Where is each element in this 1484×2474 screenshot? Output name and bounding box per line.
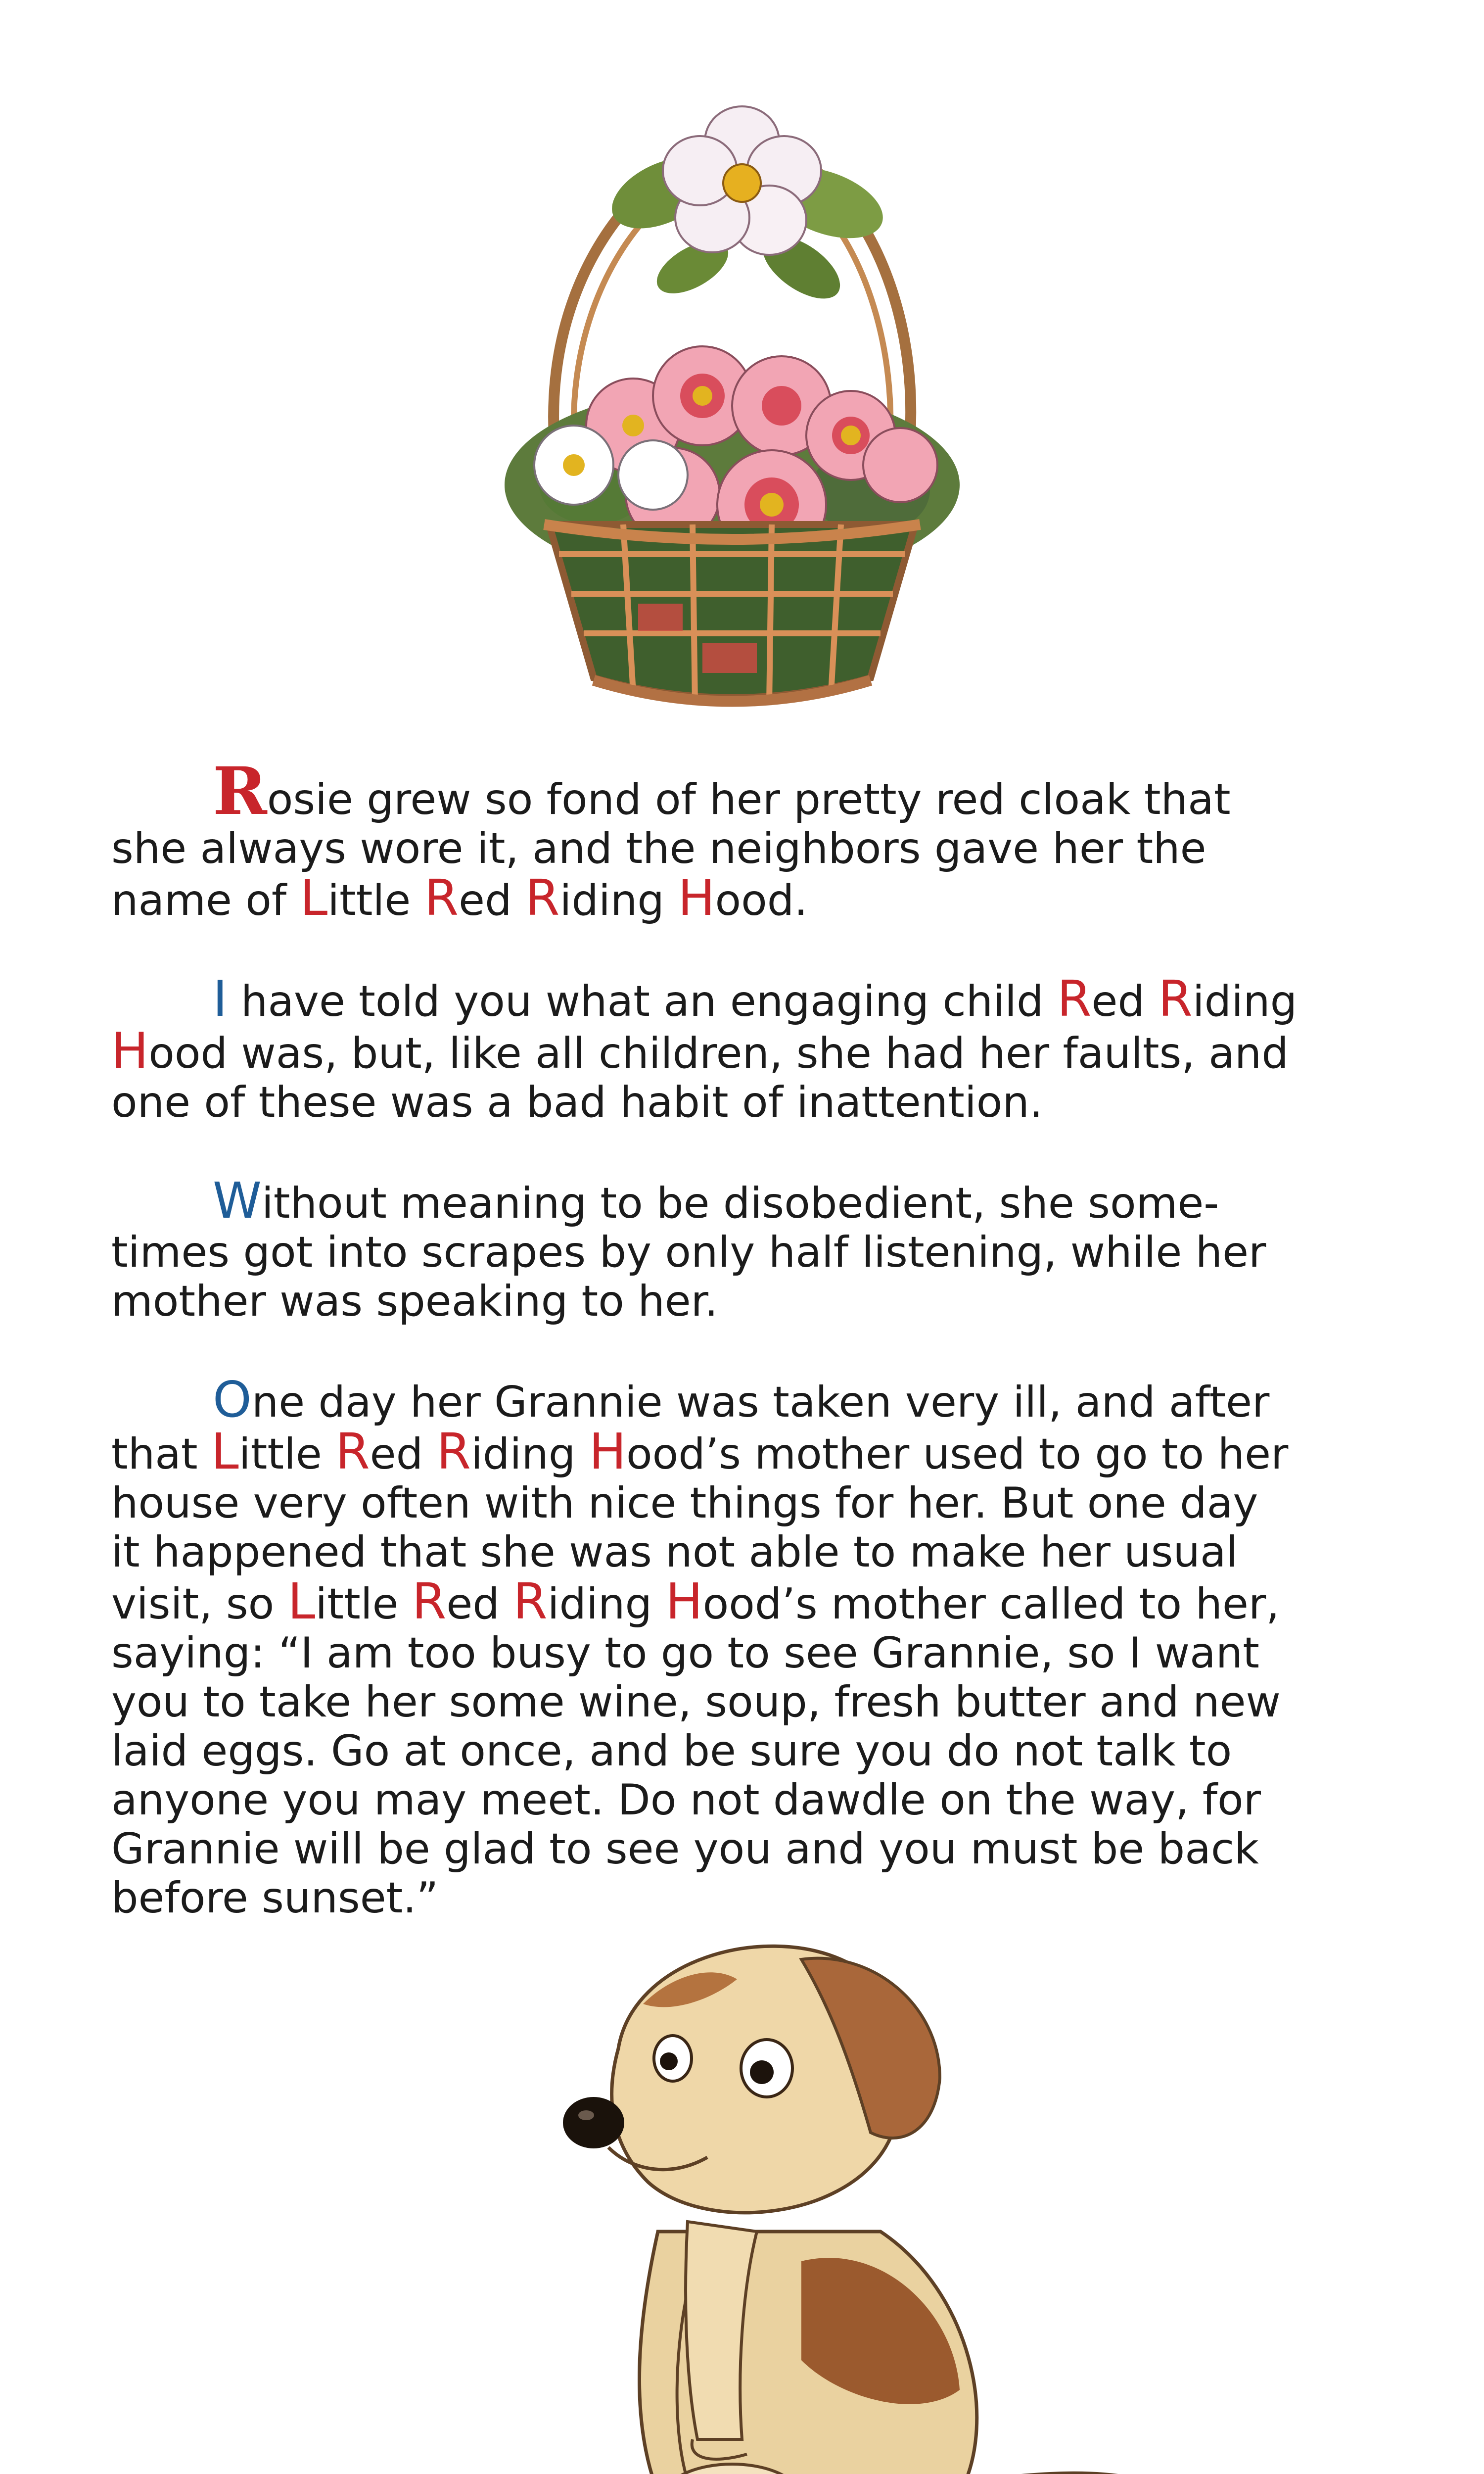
text-segment: mother was speaking to her.	[111, 1277, 718, 1326]
text-segment: laid eggs. Go at once, and be sure you do not talk to	[111, 1726, 1232, 1776]
red-initial-letter: R	[335, 1423, 370, 1480]
text-segment: it happened that she was not able to make her usual	[111, 1527, 1238, 1577]
text-segment: ood.	[715, 876, 808, 925]
text-line	[111, 1479, 1358, 1528]
text-segment: visit, so	[111, 1579, 288, 1629]
text-segment: ittle	[327, 876, 424, 925]
red-initial-letter: R	[525, 869, 560, 927]
text-segment: one of these was a bad habit of inattention.	[111, 1078, 1043, 1127]
puppy-illustration	[524, 1915, 1187, 2474]
red-initial-letter: R	[1158, 970, 1193, 1028]
red-initial-letter: H	[589, 1423, 627, 1480]
text-line	[111, 869, 1358, 927]
red-initial-letter: L	[287, 1572, 316, 1630]
text-line	[111, 1078, 1358, 1127]
text-line	[111, 1277, 1358, 1326]
text-segment: iding	[559, 876, 678, 925]
red-initial-letter: L	[211, 1423, 239, 1480]
text-segment: name of	[111, 876, 300, 925]
text-segment: iding	[547, 1579, 666, 1629]
text-segment: anyone you may meet. Do not dawdle on the way, for	[111, 1775, 1261, 1825]
text-segment: ed	[370, 1429, 437, 1479]
text-segment: house very often with nice things for her. But one day	[111, 1478, 1258, 1528]
text-line	[111, 1776, 1358, 1825]
text-segment: saying: “I am too busy to go to see Grannie, so I want	[111, 1628, 1259, 1678]
text-line	[111, 1423, 1358, 1480]
text-line	[111, 753, 1358, 830]
text-segment: ittle	[238, 1429, 336, 1479]
flower-basket-illustration	[425, 79, 1039, 737]
text-segment: times got into scrapes by only half listening, while her	[111, 1228, 1266, 1277]
story-paragraph	[111, 970, 1358, 1127]
text-segment: ittle	[315, 1579, 412, 1629]
text-segment: ed	[459, 876, 525, 925]
text-segment: iding	[471, 1429, 589, 1479]
text-segment: ed	[1091, 977, 1159, 1026]
text-line	[111, 1825, 1358, 1874]
text-line	[111, 970, 1358, 1028]
text-line	[111, 1572, 1358, 1630]
text-line	[111, 1022, 1358, 1080]
text-segment: she always wore it, and the neighbors gave her the	[111, 824, 1206, 873]
red-initial-letter: R	[424, 869, 459, 927]
red-initial-letter: H	[111, 1022, 149, 1080]
text-line	[111, 1678, 1358, 1727]
text-line	[111, 1528, 1358, 1577]
text-line	[111, 1727, 1358, 1776]
blue-initial-letter: I	[213, 970, 228, 1028]
story-paragraph	[111, 753, 1358, 927]
story-text	[111, 753, 1358, 1972]
text-segment: ithout meaning to be disobedient, she some-	[261, 1179, 1219, 1228]
text-segment: iding	[1192, 977, 1298, 1026]
text-segment: before sunset.”	[111, 1873, 439, 1923]
story-paragraph	[111, 1172, 1358, 1326]
text-segment: Grannie will be glad to see you and you must be back	[111, 1824, 1259, 1874]
red-initial-letter: L	[300, 869, 328, 927]
text-line	[111, 824, 1358, 873]
blue-initial-letter: W	[213, 1172, 262, 1230]
blue-initial-letter: O	[213, 1371, 252, 1428]
text-segment: ne day her Grannie was taken very ill, and after	[251, 1378, 1270, 1427]
text-segment: ood was, but, like all children, she had her faults, and	[148, 1029, 1289, 1078]
red-initial-letter: R	[436, 1423, 471, 1480]
red-initial-letter: R	[1057, 970, 1092, 1028]
text-segment: ood’s mother called to her,	[702, 1579, 1280, 1629]
text-segment: osie grew so fond of her pretty red cloak that	[267, 775, 1231, 824]
text-segment: ood’s mother used to go to her	[626, 1429, 1289, 1479]
text-segment: ed	[446, 1579, 513, 1629]
text-line	[111, 1228, 1358, 1277]
text-segment: have told you what an engaging child	[227, 977, 1057, 1026]
text-segment: you to take her some wine, soup, fresh butter and new	[111, 1677, 1281, 1727]
red-initial-letter: R	[412, 1572, 447, 1630]
red-initial-letter: H	[665, 1572, 703, 1630]
story-paragraph	[111, 1371, 1358, 1923]
red-initial-letter: H	[678, 869, 715, 927]
text-line	[111, 1371, 1358, 1428]
red-initial-letter: R	[513, 1572, 548, 1630]
text-segment: that	[111, 1429, 211, 1479]
text-line	[111, 1629, 1358, 1678]
text-line	[111, 1172, 1358, 1230]
drop-cap-letter: R	[213, 753, 267, 830]
